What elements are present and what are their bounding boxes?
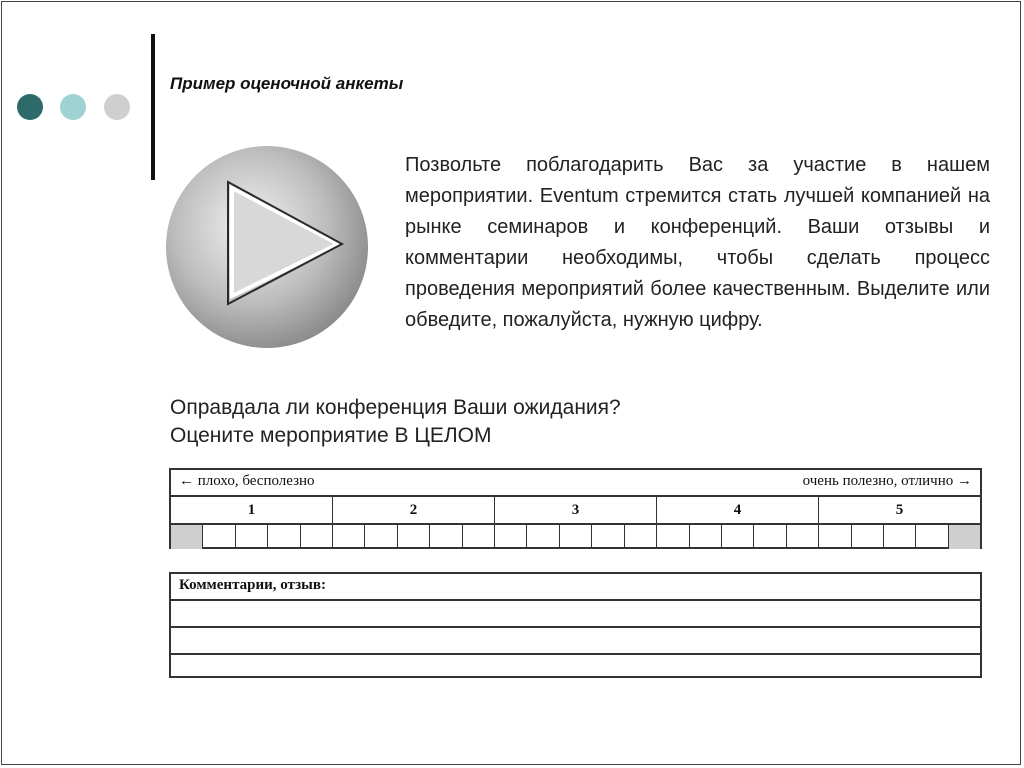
- scale-cell[interactable]: [365, 525, 397, 549]
- page-title: Пример оценочной анкеты: [170, 74, 404, 93]
- decor-dot-gray: [104, 94, 130, 120]
- scale-cell[interactable]: [852, 525, 884, 549]
- intro-text: Позвольте поблагодарить Вас за участие в нашем мероприятии. Eventum стремится стать лучшей компанией на рынке семинаров и конференций. Ваши отзывы и комментарии необходимы, чтобы сделать процесс проведения мероприятий более качественным. Выделите или обведите, пожалуйста, нужную цифру.: [405, 154, 990, 331]
- comments-label: Комментарии, отзыв:: [179, 577, 326, 593]
- scale-cell[interactable]: [949, 525, 980, 549]
- rating-scale: [169, 468, 982, 549]
- comments-line[interactable]: [171, 628, 980, 655]
- decor-dot-teal: [60, 94, 86, 120]
- scale-number-1[interactable]: 1: [171, 497, 333, 523]
- scale-cell[interactable]: [333, 525, 365, 549]
- scale-number-4[interactable]: 4: [657, 497, 819, 523]
- scale-cells: [171, 525, 980, 549]
- scale-cell[interactable]: [495, 525, 527, 549]
- scale-cell[interactable]: [463, 525, 495, 549]
- scale-right-label: очень полезно, отлично →: [802, 473, 972, 489]
- scale-number-2[interactable]: 2: [333, 497, 495, 523]
- question-block: [170, 394, 621, 450]
- scale-number-5[interactable]: 5: [895, 502, 904, 518]
- scale-cell[interactable]: [916, 525, 948, 549]
- scale-cell[interactable]: [171, 525, 203, 549]
- scale-cell[interactable]: [592, 525, 624, 549]
- comments-header: [171, 574, 980, 601]
- scale-cell[interactable]: [268, 525, 300, 549]
- decor-dot-dark: [17, 94, 43, 120]
- scale-cell[interactable]: [754, 525, 786, 549]
- scale-cell[interactable]: [819, 525, 851, 549]
- scale-cell[interactable]: [625, 525, 657, 549]
- scale-cell[interactable]: [787, 525, 819, 549]
- scale-cell[interactable]: [657, 525, 689, 549]
- scale-cell[interactable]: [203, 525, 235, 549]
- scale-cell[interactable]: [301, 525, 333, 549]
- comments-box: [169, 572, 982, 678]
- scale-cell[interactable]: [236, 525, 268, 549]
- scale-left-label: ← плохо, бесполезно: [179, 473, 315, 489]
- scale-cell[interactable]: [884, 525, 916, 549]
- scale-numbers: [171, 497, 980, 525]
- play-icon: [166, 146, 368, 348]
- comments-line[interactable]: [171, 601, 980, 628]
- comments-line[interactable]: [171, 655, 980, 680]
- scale-cell[interactable]: [690, 525, 722, 549]
- scale-cell[interactable]: [398, 525, 430, 549]
- scale-header: [171, 470, 980, 497]
- scale-cell[interactable]: [430, 525, 462, 549]
- question-line-1: Оправдала ли конференция Ваши ожидания?: [170, 396, 621, 419]
- scale-cell[interactable]: [560, 525, 592, 549]
- scale-cell[interactable]: [722, 525, 754, 549]
- scale-cell[interactable]: [527, 525, 559, 549]
- question-line-2: Оцените мероприятие В ЦЕЛОМ: [170, 424, 492, 447]
- vertical-bar: [151, 34, 155, 180]
- scale-number-3[interactable]: 3: [495, 497, 657, 523]
